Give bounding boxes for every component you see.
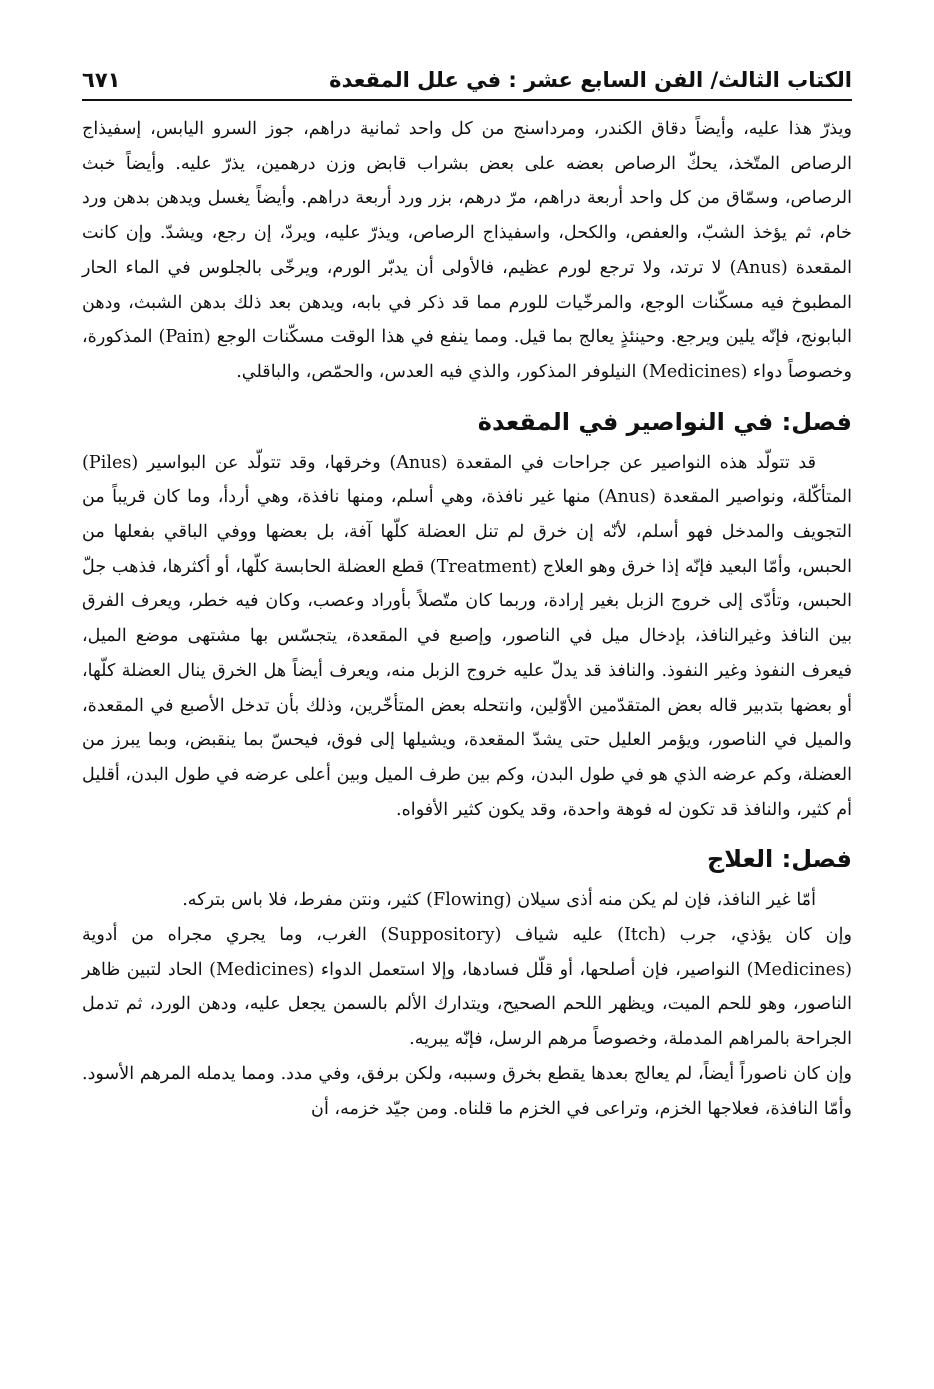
- body-text: [82, 112, 852, 1126]
- treatment-paragraph-1: أمّا غير النافذ، فإن لم يكن منه أذى سيلان (Flowing) كثير، ونتن مفرط، فلا باس بتركه.: [182, 890, 816, 911]
- treatment-paragraph-3: وإن كان ناصوراً أيضاً، لم يعالج بعدها يقطع بخرق وسببه، ولكن برفق، وفي مدد. ومما يدمله المرهم الأسود. وأمّا النافذة، فعلاجها الخزم، وتراعى في الخزم ما قلناه. ومن جيّد خزمه، أن: [82, 1063, 852, 1119]
- header-rule: [82, 99, 852, 101]
- running-header: [82, 52, 852, 92]
- fistula-paragraph: قد تتولّد هذه النواصير عن جراحات في المقعدة (Anus) وخرقها، وقد تتولّد عن البواسير (Piles) المتأكّلة، ونواصير المقعدة (Anus) منها غير نافذة، وهي أسلم، ومنها نافذة، وهي أردأ، وما كان قريباً من التجويف والمدخل فهو أسلم، لأنّه إن خرق لم تنل العضلة كلّها آفة، بل بعضها ووفي الباقي بفعلها من الحبس، وأمّا البعيد فإنّه إذا خرق وهو العلاج (Treatment) قطع العضلة الحابسة كلّها، أو أكثرها، فذهب جلّ الحبس، وتأدّى إلى خروج الزبل بغير إرادة، وربما كان متّصلاً بأوراد وعصب، وكان فيه خطر، ويعرف الفرق بين النافذ وغيرالنافذ، بإدخال ميل في الناصور، وإصبع في المقعدة، يتجسّس بها مشتهى موضع الميل، فيعرف النفوذ وغير النفوذ. والنافذ قد يدلّ عليه خروج الزبل منه، ويعرف أيضاً هل الخرق ينال العضلة كلّها، أو بعضها بتدبير قاله بعض المتقدّمين الأوّلين، وانتحله بعض المتأخّرين، وذلك بأن تدخل الأصبع في المقعدة، والميل في الناصور، ويؤمر العليل حتى يشدّ المقعدة، ويشيلها إلى فوق، فيحسّ بما ينقبض، وبما يبرز من العضلة، وكم عرضه الذي هو في طول البدن، وكم بين طرف الميل وبين أعلى عرضه في طول البدن، أقليل أم كثير، والنافذ قد تكون له فوهة واحدة، وقد يكون كثير الأفواه.: [82, 452, 852, 820]
- intro-paragraph: ويذرّ هذا عليه، وأيضاً دقاق الكندر، ومرداسنج من كل واحد ثمانية دراهم، جوز السرو اليابس، إسفيذاج الرصاص المتّخذ، يحكّ الرصاص بعضه على بعض بشراب قابض وزن درهمين، يذرّ عليه. وأيضاً خبث الرصاص، وسمّاق من كل واحد أربعة دراهم، مرّ درهم، بزر ورد أربعة دراهم. وأيضاً يغسل ويدهن بدهن ورد خام، ثم يؤخذ الشبّ، والعفص، والكحل، واسفيذاج الرصاص، ويذرّ عليه، ويردّ، إن رجع، ويشدّ. وإن كانت المقعدة (Anus) لا ترتد، ولا ترجع لورم عظيم، فالأولى أن يدبّر الورم، ويرخّى بالجلوس في الماء الحار المطبوخ فيه مسكّنات الوجع، والمرخّيات للورم مما قد ذكر في بابه، ويدهن بعد ذلك بدهن الشبث، ودهن البابونج، فإنّه يلين ويرجع. وحينئذٍ يعالج بما قيل. ومما ينفع في هذا الوقت مسكّنات الوجع (Pain) المذكورة، وخصوصاً دواء (Medicines) النيلوفر المذكور، والذي فيه العدس، والحمّص، والباقلي.: [82, 119, 852, 382]
- page-number: ٦٧١: [82, 68, 121, 92]
- section-heading-treatment: فصل: العلاج: [706, 845, 852, 874]
- section-heading-fistula: فصل: في النواصير في المقعدة: [477, 407, 852, 436]
- header-title: الكتاب الثالث/ الفن السابع عشر : في علل المقعدة: [329, 68, 852, 92]
- treatment-paragraph-2: وإن كان يؤذي، جرب (Itch) عليه شياف (Suppository) الغرب، وما يجري مجراه من أدوية (Medicines) النواصير، فإن أصلحها، أو قلّل فسادها، وإلا استعمل الدواء (Medicines) الحاد لتبين ظاهر الناصور، وهو للحم الميت، ويظهر اللحم الصحيح، ويتدارك الألم بالسمن يجعل عليه، ودهن الورد، ثم تدمل الجراحة بالمراهم المدملة، وخصوصاً مرهم الرسل، فإنّه يبريه.: [82, 925, 852, 1050]
